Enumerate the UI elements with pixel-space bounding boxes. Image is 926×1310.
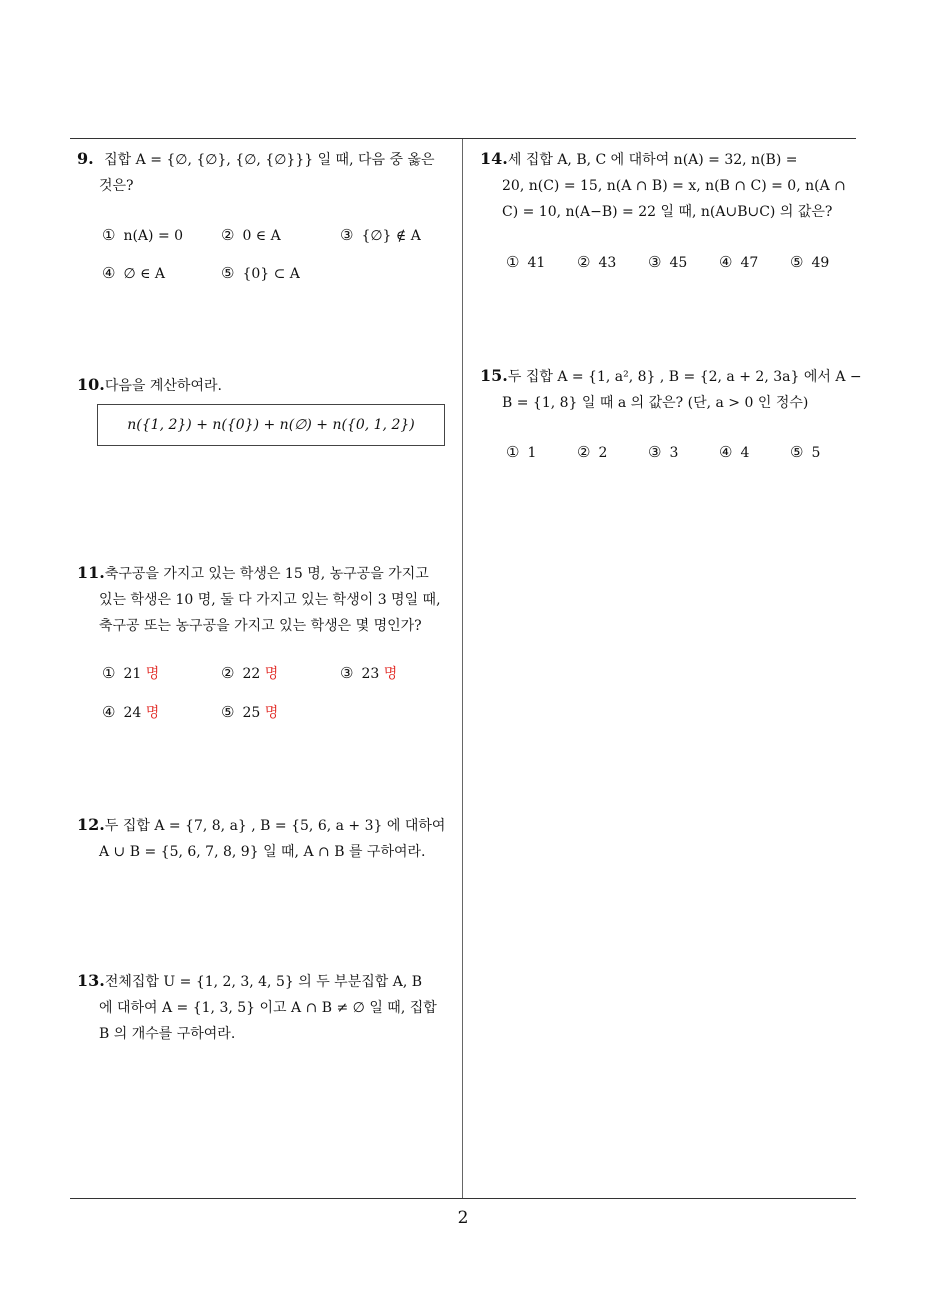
bottom-rule	[70, 1198, 856, 1199]
choice-3[interactable]: ③ {∅} ∉ A	[340, 226, 421, 244]
choice-4[interactable]: ④ 24 명	[102, 703, 160, 721]
question-number: 15.	[480, 366, 508, 385]
choice-5[interactable]: ⑤ 49	[790, 253, 830, 271]
choice-2[interactable]: ② 0 ∈ A	[221, 226, 281, 244]
unit-label: 명	[383, 666, 398, 682]
choice-3[interactable]: ③ 3	[648, 443, 679, 461]
top-rule	[70, 138, 856, 139]
question-text-line: 것은?	[99, 178, 134, 194]
question-number: 9.	[77, 149, 94, 168]
choice-1[interactable]: ① 41	[506, 253, 546, 271]
choice-3[interactable]: ③ 45	[648, 253, 688, 271]
question-9	[77, 146, 435, 199]
question-text-line: 집합 A = {∅, {∅}, {∅, {∅}}} 일 때, 다음 중 옳은	[104, 152, 435, 168]
choice-2[interactable]: ② 2	[577, 443, 608, 461]
question-15	[480, 363, 862, 416]
choice-1[interactable]: ① n(A) = 0	[102, 226, 184, 244]
question-number: 10.	[77, 375, 105, 394]
question-text-line: A ∪ B = {5, 6, 7, 8, 9} 일 때, A ∩ B 를 구하여라.	[99, 844, 426, 860]
question-text-line: 두 집합 A = {7, 8, a} , B = {5, 6, a + 3} 에 대하여	[104, 818, 446, 834]
question-text-line: 있는 학생은 10 명, 둘 다 가지고 있는 학생이 3 명일 때,	[99, 592, 441, 608]
question-11	[77, 560, 441, 639]
choice-4[interactable]: ④ 4	[719, 443, 750, 461]
column-divider	[462, 139, 463, 1199]
question-10	[77, 372, 222, 399]
choice-4[interactable]: ④ 47	[719, 253, 759, 271]
choice-1[interactable]: ① 21 명	[102, 664, 160, 682]
unit-label: 명	[145, 705, 160, 721]
question-number: 11.	[77, 563, 105, 582]
question-number: 12.	[77, 815, 105, 834]
question-text-line: B 의 개수를 구하여라.	[99, 1026, 236, 1042]
choice-1[interactable]: ① 1	[506, 443, 537, 461]
question-text-line: B = {1, 8} 일 때 a 의 값은? (단, a > 0 인 정수)	[502, 395, 809, 411]
question-text-line: C) = 10, n(A−B) = 22 일 때, n(A∪B∪C) 의 값은?	[502, 204, 833, 220]
choice-2[interactable]: ② 43	[577, 253, 617, 271]
question-text-line: 두 집합 A = {1, a², 8} , B = {2, a + 2, 3a} 에서 A −	[507, 369, 862, 385]
expression-box: n({1, 2}) + n({0}) + n(∅) + n({0, 1, 2})	[97, 404, 445, 446]
page-number: 2	[457, 1208, 469, 1228]
question-14	[480, 146, 846, 225]
question-number: 13.	[77, 971, 105, 990]
choice-5[interactable]: ⑤ 25 명	[221, 703, 279, 721]
choice-2[interactable]: ② 22 명	[221, 664, 279, 682]
question-text-line: 다음을 계산하여라.	[104, 378, 222, 394]
question-text-line: 축구공을 가지고 있는 학생은 15 명, 농구공을 가지고	[104, 566, 429, 582]
unit-label: 명	[264, 666, 279, 682]
question-text-line: 에 대하여 A = {1, 3, 5} 이고 A ∩ B ≠ ∅ 일 때, 집합	[99, 1000, 437, 1016]
question-number: 14.	[480, 149, 508, 168]
question-text-line: 세 집합 A, B, C 에 대하여 n(A) = 32, n(B) =	[507, 152, 798, 168]
unit-label: 명	[264, 705, 279, 721]
question-text-line: 축구공 또는 농구공을 가지고 있는 학생은 몇 명인가?	[99, 618, 422, 634]
unit-label: 명	[145, 666, 160, 682]
choice-5[interactable]: ⑤ 5	[790, 443, 821, 461]
choice-5[interactable]: ⑤ {0} ⊂ A	[221, 264, 300, 282]
question-text-line: 20, n(C) = 15, n(A ∩ B) = x, n(B ∩ C) = 0, n(A ∩	[502, 178, 846, 194]
question-12	[77, 812, 445, 865]
question-13	[77, 968, 437, 1047]
question-text-line: 전체집합 U = {1, 2, 3, 4, 5} 의 두 부분집합 A, B	[104, 974, 423, 990]
choice-4[interactable]: ④ ∅ ∈ A	[102, 264, 166, 282]
choice-3[interactable]: ③ 23 명	[340, 664, 398, 682]
